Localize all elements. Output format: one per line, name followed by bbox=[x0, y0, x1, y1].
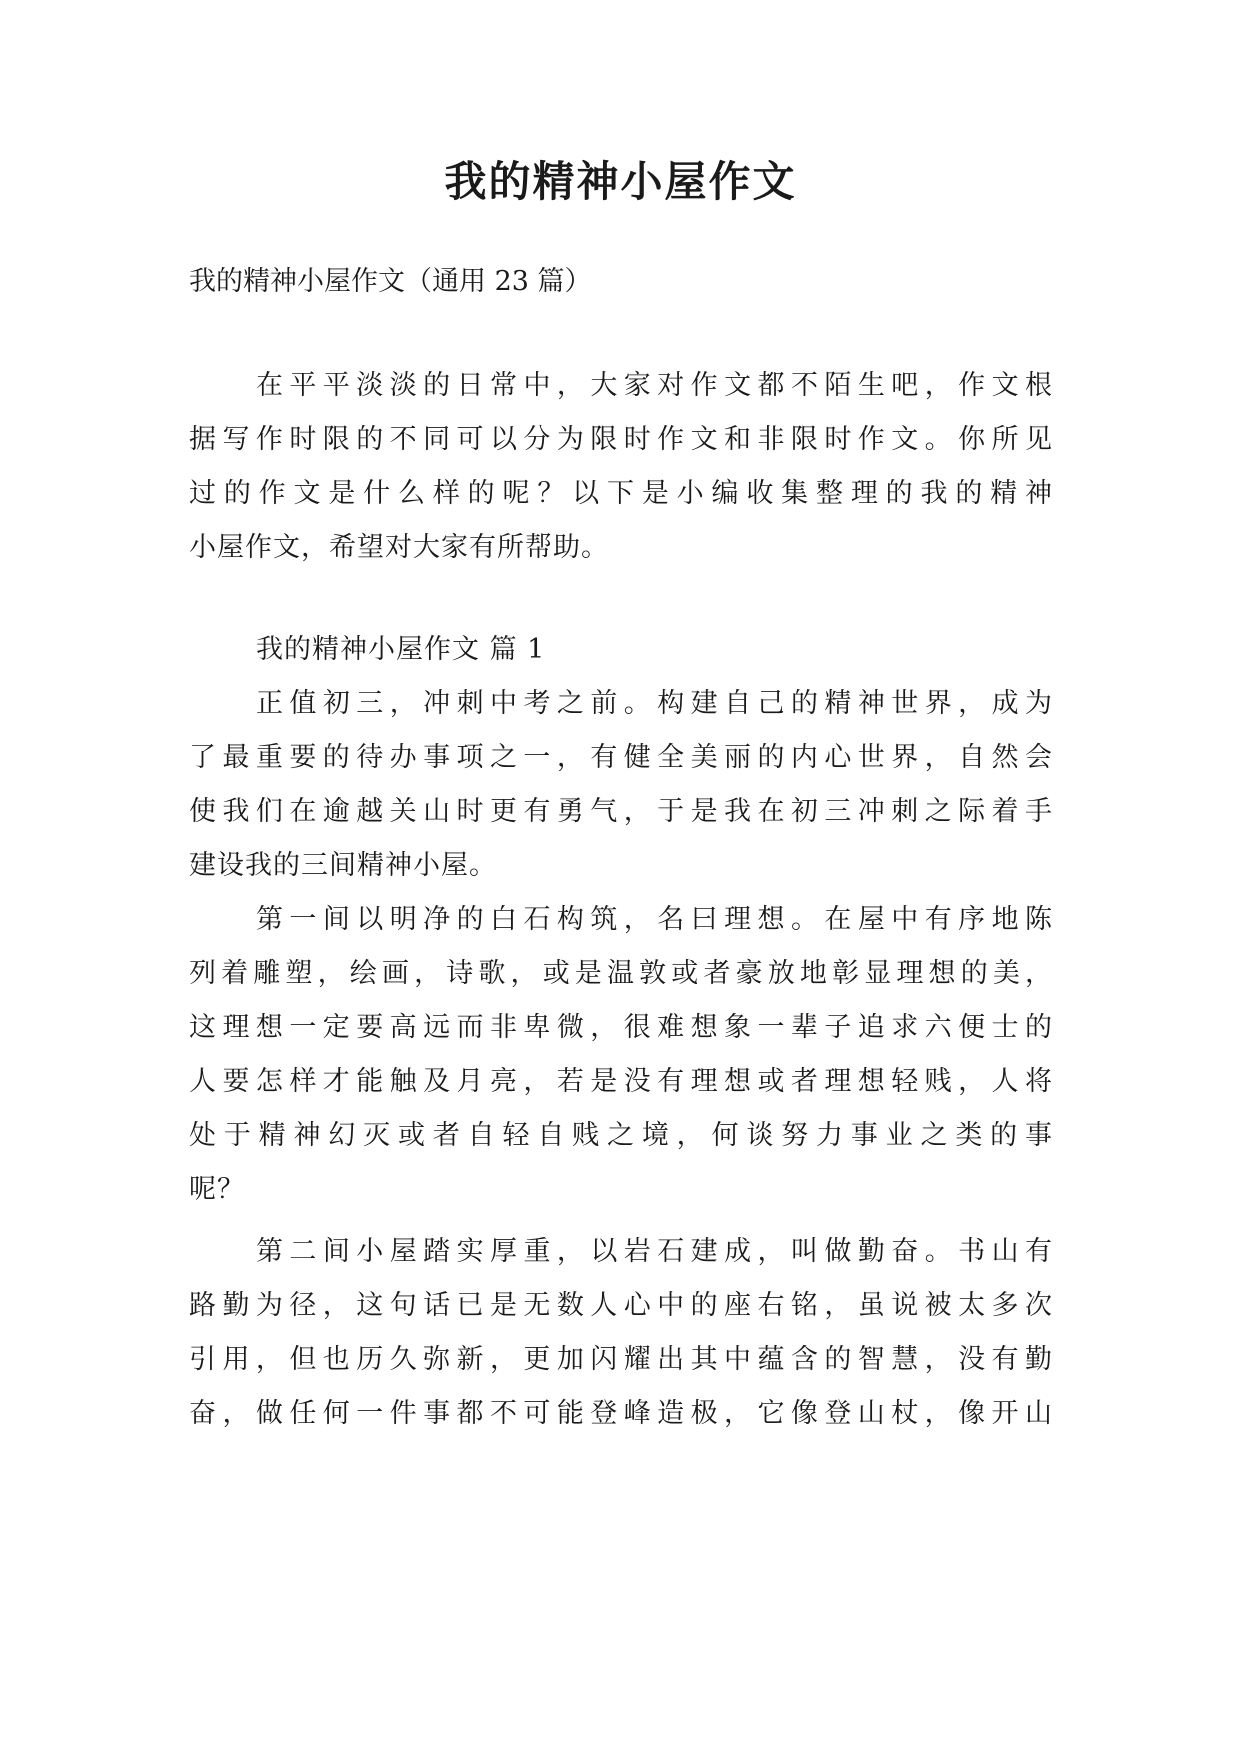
intro-line: 在平平淡淡的日常中，大家对作文都不陌生吧，作文根 bbox=[256, 370, 1053, 401]
paragraph-line: 建设我的三间精神小屋。 bbox=[189, 850, 497, 881]
paragraph-line: 处于精神幻灭或者自轻自贱之境，何谈努力事业之类的事 bbox=[189, 1120, 1053, 1151]
paragraph-line: 列着雕塑，绘画，诗歌，或是温敦或者豪放地彰显理想的美， bbox=[189, 958, 1053, 989]
intro-line: 据写作时限的不同可以分为限时作文和非限时作文。你所见 bbox=[189, 424, 1053, 455]
document-subtitle: 我的精神小屋作文（通用 23 篇） bbox=[189, 266, 592, 297]
paragraph-line: 这理想一定要高远而非卑微，很难想象一辈子追求六便士的 bbox=[189, 1012, 1053, 1043]
paragraph-line: 第二间小屋踏实厚重，以岩石建成，叫做勤奋。书山有 bbox=[256, 1236, 1053, 1267]
paragraph-line: 引用，但也历久弥新，更加闪耀出其中蕴含的智慧，没有勤 bbox=[189, 1344, 1053, 1375]
paragraph-line: 奋，做任何一件事都不可能登峰造极，它像登山杖，像开山 bbox=[189, 1398, 1053, 1429]
intro-line: 过的作文是什么样的呢？以下是小编收集整理的我的精神 bbox=[189, 478, 1053, 509]
paragraph-line: 使我们在逾越关山时更有勇气，于是我在初三冲刺之际着手 bbox=[189, 796, 1053, 827]
section-heading: 我的精神小屋作文 篇 1 bbox=[256, 634, 546, 665]
intro-line: 小屋作文，希望对大家有所帮助。 bbox=[189, 532, 609, 563]
document-title: 我的精神小屋作文 bbox=[444, 157, 797, 206]
paragraph-line: 人要怎样才能触及月亮，若是没有理想或者理想轻贱，人将 bbox=[189, 1066, 1053, 1097]
paragraph-line: 第一间以明净的白石构筑，名曰理想。在屋中有序地陈 bbox=[256, 904, 1053, 935]
paragraph-line: 正值初三，冲刺中考之前。构建自己的精神世界，成为 bbox=[256, 688, 1053, 719]
paragraph-line: 呢？ bbox=[189, 1174, 245, 1205]
paragraph-line: 了最重要的待办事项之一，有健全美丽的内心世界，自然会 bbox=[189, 742, 1053, 773]
paragraph-line: 路勤为径，这句话已是无数人心中的座右铭，虽说被太多次 bbox=[189, 1290, 1053, 1321]
